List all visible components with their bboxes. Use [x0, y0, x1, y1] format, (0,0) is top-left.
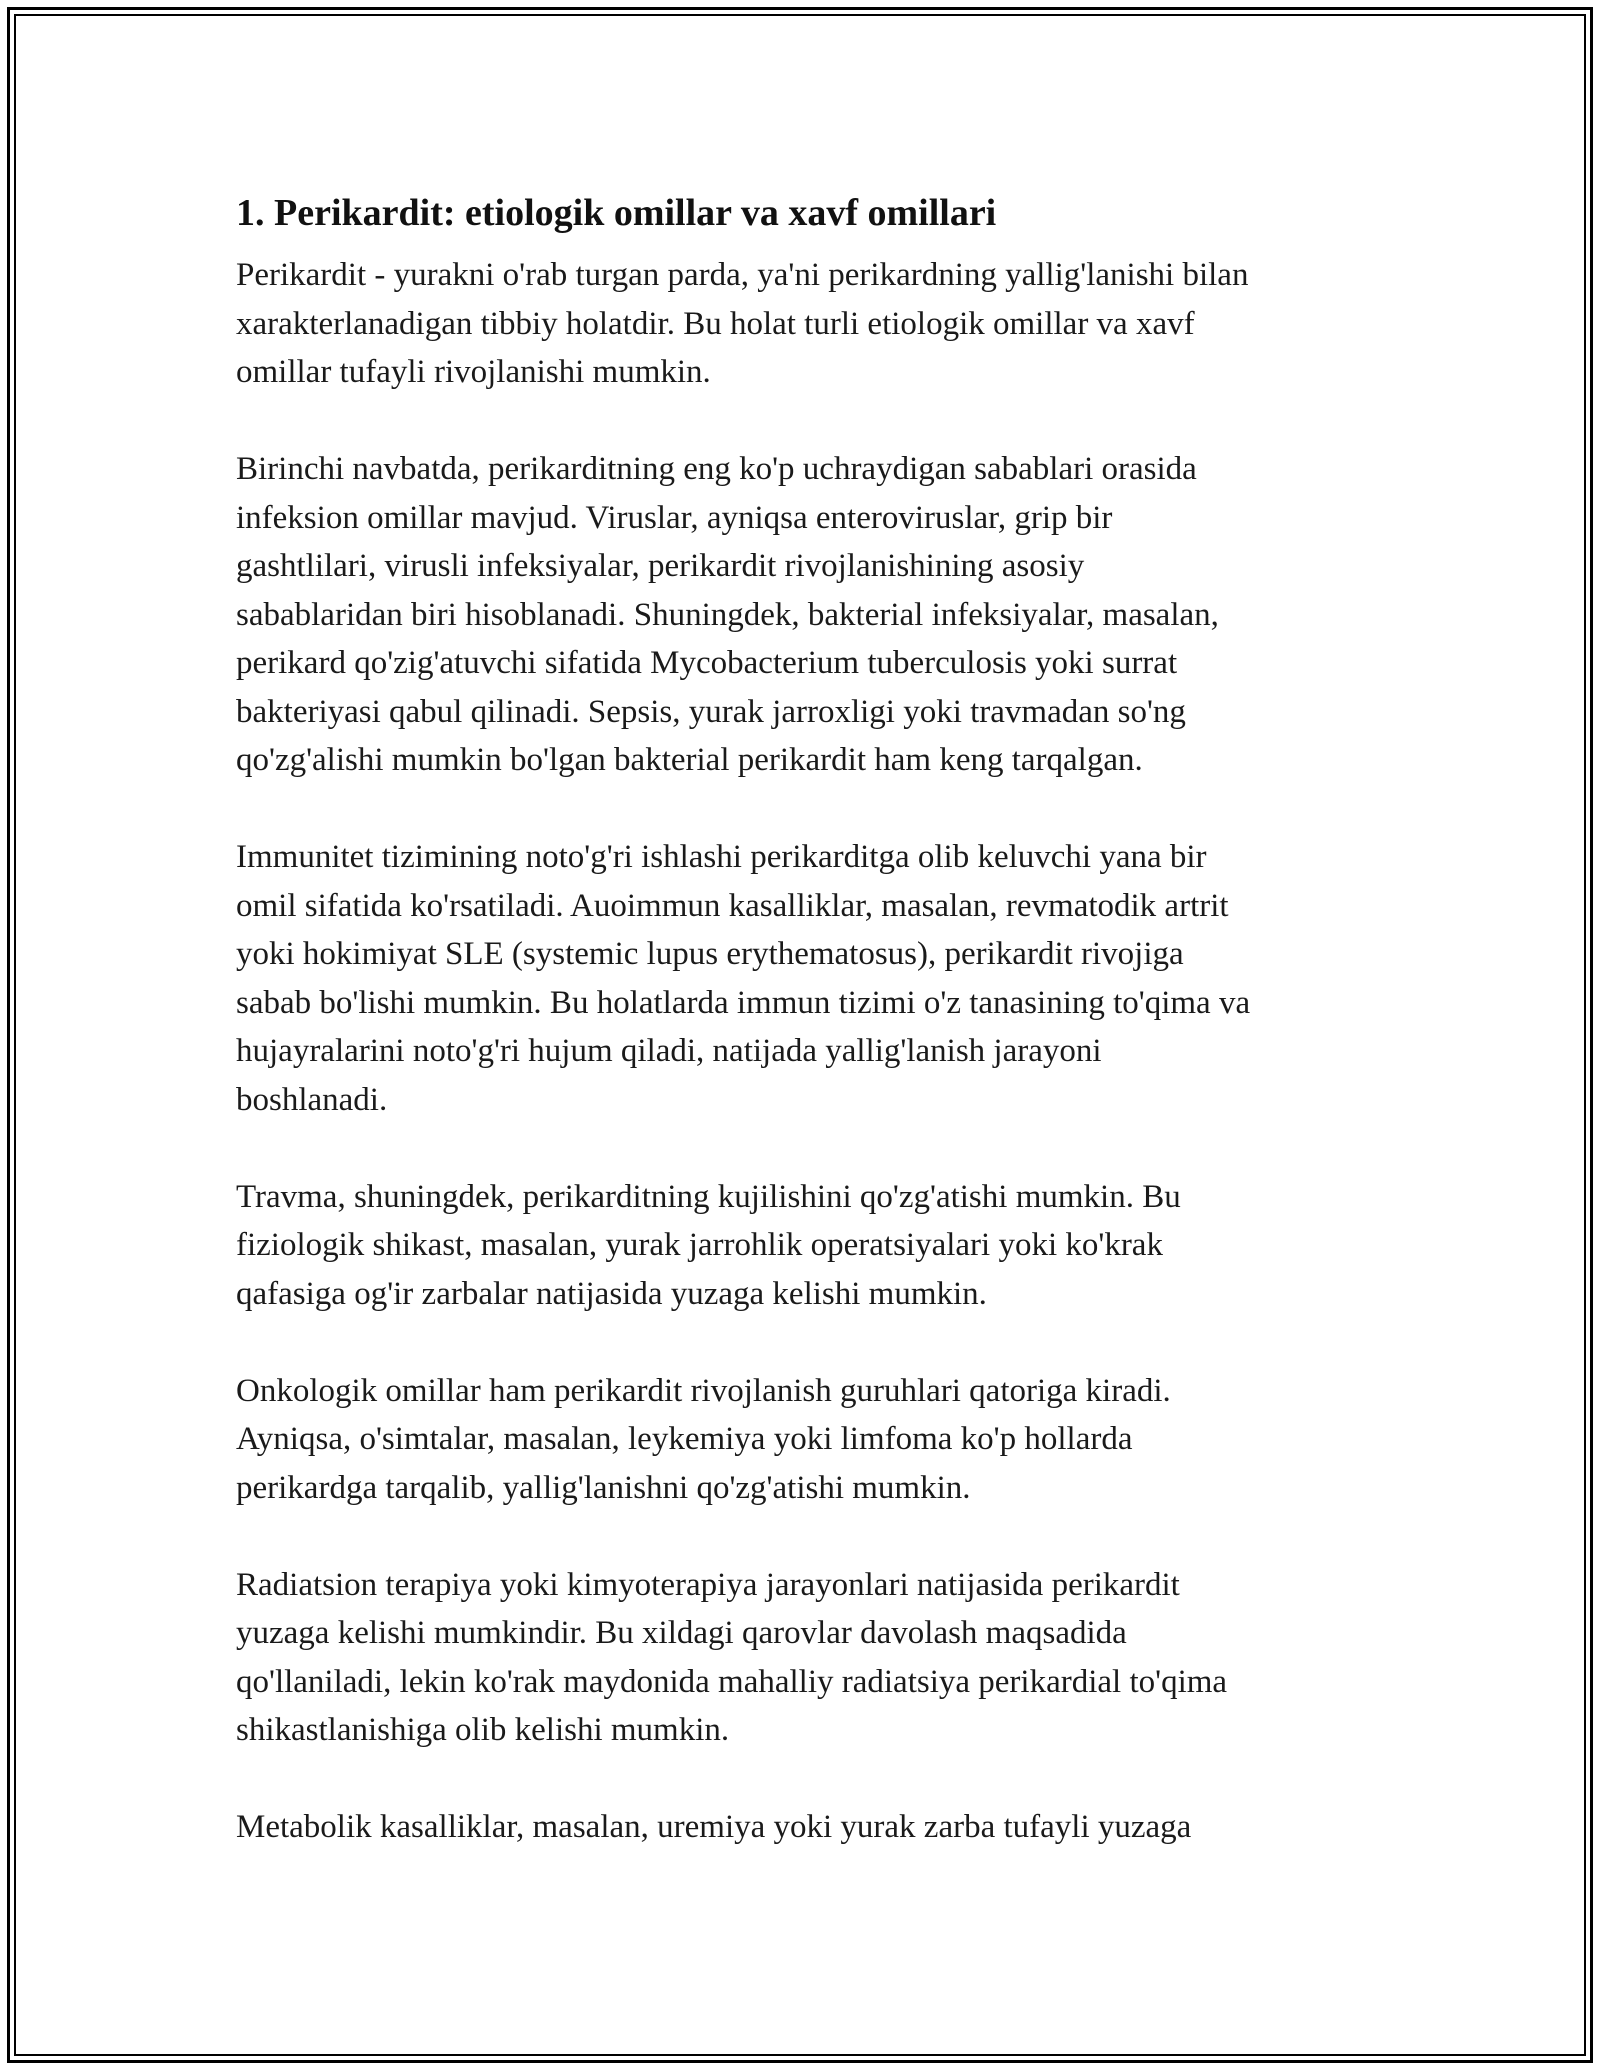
paragraph-intro: Perikardit - yurakni o'rab turgan parda, ya'ni perikardning yallig'lanishi bilan xarakterlanadigan tibbiy holatdir. Bu holat turli etiologik omillar va xavf omillar tufayli rivojlanishi mumkin.: [236, 257, 1249, 390]
paragraph-radiation: Radiatsion terapiya yoki kimyoterapiya jarayonlari natijasida perikardit yuzaga kelishi mumkindir. Bu xildagi qarovlar davolash maqsadida qo'llaniladi, lekin ko'rak maydonida mahalliy radiatsiya perikardial to'qima shikastlanishiga olib kelishi mumkin.: [236, 1566, 1228, 1748]
paragraph-infectious-factors: Birinchi navbatda, perikarditning eng ko'p uchraydigan sabablari orasida infeksion omillar mavjud. Viruslar, ayniqsa enteroviruslar, grip bir gashtlilari, virusli infeksiyalar, perikardit rivojlanishining asosiy sabablaridan biri hisoblanadi. Shuningdek, bakterial infeksiyalar, masalan, perikard qo'zig'atuvchi sifatida Mycobacterium tuberculosis yoki surrat bakteriyasi qabul qilinadi. Sepsis, yurak jarroxligi yoki travmadan so'ng qo'zg'alishi mumkin bo'lgan bakterial perikardit ham keng tarqalgan.: [236, 451, 1219, 778]
paragraph-trauma: Travma, shuningdek, perikarditning kujilishini qo'zg'atishi mumkin. Bu fiziologik shikast, masalan, yurak jarrohlik operatsiyalari yoki ko'krak qafasiga og'ir zarbalar natijasida yuzaga kelishi mumkin.: [236, 1178, 1181, 1312]
paragraph-immune-factors: Immunitet tizimining noto'g'ri ishlashi perikarditga olib keluvchi yana bir omil sifatida ko'rsatiladi. Auoimmun kasalliklar, masalan, revmatodik artrit yoki hokimiyat SLE (systemic lupus erythematosus), perikardit rivojiga sabab bo'lishi mumkin. Bu holatlarda immun tizimi o'z tanasining to'qima va hujayralarini noto'g'ri hujum qiladi, natijada yallig'lanish jarayoni boshlanadi.: [236, 839, 1251, 1118]
paragraph-oncology: Onkologik omillar ham perikardit rivojlanish guruhlari qatoriga kiradi. Ayniqsa, o'simtalar, masalan, leykemiya yoki limfoma ko'p hollarda perikardga tarqalib, yallig'lanishni qo'zg'atishi mumkin.: [236, 1372, 1171, 1506]
document-body: [236, 187, 1376, 1900]
paragraph-metabolic: Metabolik kasalliklar, masalan, uremiya yoki yurak zarba tufayli yuzaga: [236, 1809, 1192, 1845]
section-heading: 1. Perikardit: etiologik omillar va xavf omillari: [236, 192, 997, 234]
